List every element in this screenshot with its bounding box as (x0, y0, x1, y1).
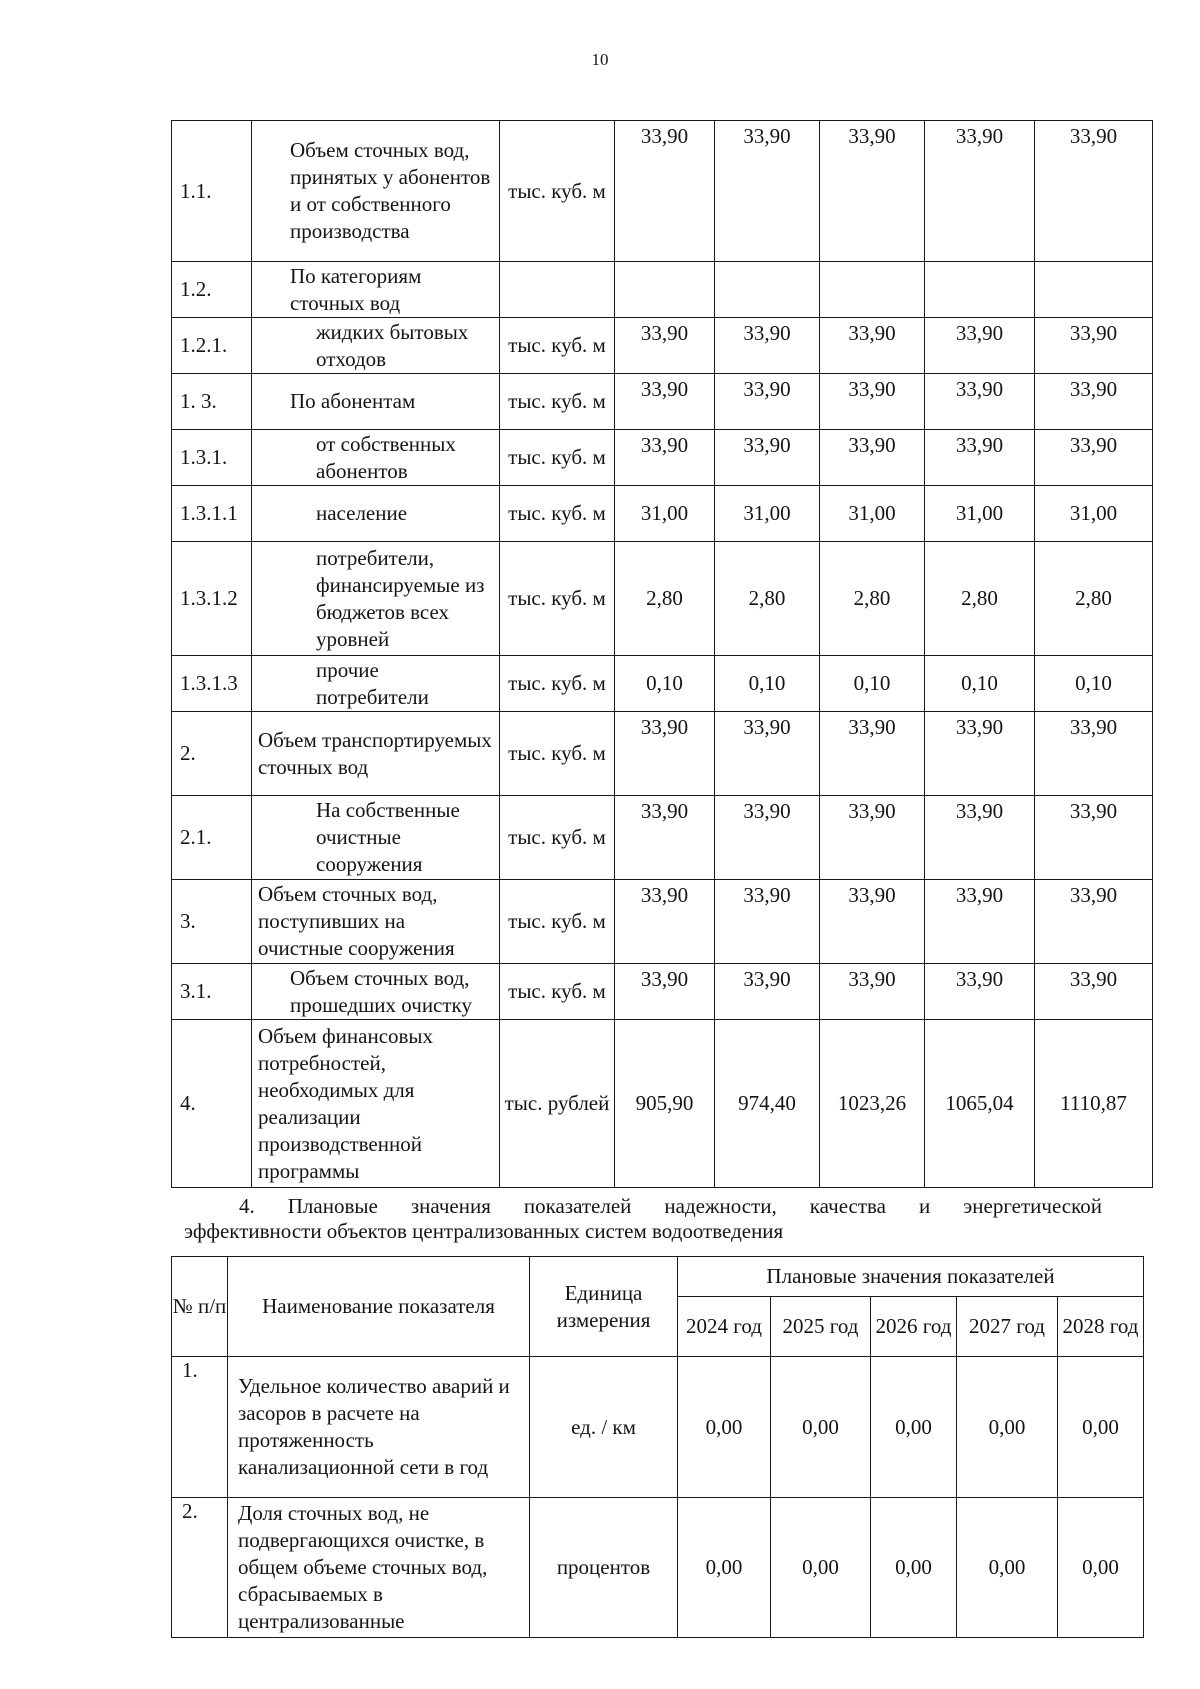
row-number: 1.3.1.2 (172, 542, 252, 656)
header-year: 2024 год (678, 1297, 771, 1357)
value-cell: 905,90 (615, 1020, 715, 1188)
unit-cell: процентов (530, 1498, 678, 1638)
value-cell: 33,90 (820, 121, 925, 262)
unit-cell (500, 262, 615, 318)
value-cell: 33,90 (715, 318, 820, 374)
unit-cell: тыс. куб. м (500, 964, 615, 1020)
value-cell: 33,90 (1035, 964, 1153, 1020)
value-cell: 33,90 (820, 430, 925, 486)
unit-cell: тыс. рублей (500, 1020, 615, 1188)
header-indicator-name: Наименование показателя (228, 1257, 530, 1357)
value-cell: 0,00 (957, 1357, 1058, 1498)
value-cell: 33,90 (1035, 374, 1153, 430)
row-number: 1. (172, 1357, 228, 1498)
value-cell: 0,10 (715, 656, 820, 712)
unit-cell: тыс. куб. м (500, 318, 615, 374)
indicator-name: Объем сточных вод, принятых у абонентов и от собственного производства (252, 121, 500, 262)
indicator-name: Объем транспортируемых сточных вод (252, 712, 500, 796)
table-row (172, 880, 1153, 964)
value-cell: 31,00 (820, 486, 925, 542)
value-cell: 33,90 (925, 374, 1035, 430)
value-cell: 33,90 (715, 796, 820, 880)
value-cell (615, 262, 715, 318)
row-number: 1. 3. (172, 374, 252, 430)
unit-cell: тыс. куб. м (500, 374, 615, 430)
value-cell: 2,80 (925, 542, 1035, 656)
indicator-name: Удельное количество аварий и засоров в расчете на протяженность канализационной сети в год (228, 1357, 530, 1498)
unit-cell: тыс. куб. м (500, 712, 615, 796)
value-cell: 31,00 (615, 486, 715, 542)
reliability-indicators-table (171, 1256, 1144, 1638)
value-cell: 0,10 (1035, 656, 1153, 712)
table-row (172, 1357, 1144, 1498)
indicator-name: Объем сточных вод, поступивших на очистные сооружения (252, 880, 500, 964)
value-cell (820, 262, 925, 318)
value-cell: 33,90 (820, 880, 925, 964)
value-cell: 33,90 (715, 880, 820, 964)
table-row (172, 318, 1153, 374)
value-cell: 0,00 (771, 1498, 871, 1638)
table-row (172, 374, 1153, 430)
indicator-name: Доля сточных вод, не подвергающихся очистке, в общем объеме сточных вод, сбрасываемых в централизованные (228, 1498, 530, 1638)
value-cell: 0,00 (1058, 1498, 1144, 1638)
value-cell: 974,40 (715, 1020, 820, 1188)
value-cell: 33,90 (1035, 712, 1153, 796)
header-year: 2025 год (771, 1297, 871, 1357)
table-row (172, 1498, 1144, 1638)
value-cell: 33,90 (615, 964, 715, 1020)
value-cell: 33,90 (715, 374, 820, 430)
value-cell: 2,80 (1035, 542, 1153, 656)
page-number: 10 (591, 50, 609, 69)
unit-cell: тыс. куб. м (500, 486, 615, 542)
value-cell (715, 262, 820, 318)
value-cell: 31,00 (1035, 486, 1153, 542)
indicator-name: Объем финансовых потребностей, необходимых для реализации производственной программы (252, 1020, 500, 1188)
unit-cell: тыс. куб. м (500, 880, 615, 964)
value-cell: 33,90 (1035, 430, 1153, 486)
value-cell: 0,00 (771, 1357, 871, 1498)
value-cell: 33,90 (615, 374, 715, 430)
value-cell: 33,90 (820, 796, 925, 880)
value-cell: 33,90 (1035, 796, 1153, 880)
unit-cell: тыс. куб. м (500, 121, 615, 262)
value-cell: 33,90 (615, 121, 715, 262)
indicator-name: потребители, финансируемые из бюджетов всех уровней (252, 542, 500, 656)
value-cell: 1065,04 (925, 1020, 1035, 1188)
table-row (172, 796, 1153, 880)
table-row (172, 486, 1153, 542)
header-planned-values: Плановые значения показателей (678, 1257, 1144, 1297)
unit-cell: тыс. куб. м (500, 542, 615, 656)
value-cell: 33,90 (615, 796, 715, 880)
value-cell: 33,90 (1035, 121, 1153, 262)
table-row (172, 712, 1153, 796)
row-number: 3. (172, 880, 252, 964)
value-cell: 33,90 (925, 796, 1035, 880)
section-4-heading-line2: эффективности объектов централизованных систем водоотведения (184, 1219, 784, 1243)
row-number: 2. (172, 1498, 228, 1638)
value-cell: 0,00 (871, 1357, 957, 1498)
value-cell: 0,10 (615, 656, 715, 712)
value-cell (1035, 262, 1153, 318)
table-row (172, 121, 1153, 262)
header-year: 2026 год (871, 1297, 957, 1357)
value-cell: 2,80 (615, 542, 715, 656)
value-cell: 33,90 (615, 712, 715, 796)
indicator-name: На собственные очистные сооружения (252, 796, 500, 880)
indicator-name: жидких бытовых отходов (252, 318, 500, 374)
value-cell: 2,80 (715, 542, 820, 656)
value-cell: 0,00 (1058, 1357, 1144, 1498)
table-row (172, 430, 1153, 486)
value-cell: 33,90 (925, 712, 1035, 796)
row-number: 3.1. (172, 964, 252, 1020)
value-cell: 33,90 (715, 712, 820, 796)
indicator-name: По категориям сточных вод (252, 262, 500, 318)
indicator-name: от собственных абонентов (252, 430, 500, 486)
row-number: 2.1. (172, 796, 252, 880)
indicator-name: Объем сточных вод, прошедших очистку (252, 964, 500, 1020)
value-cell: 33,90 (715, 121, 820, 262)
row-number: 1.3.1.1 (172, 486, 252, 542)
value-cell: 33,90 (925, 880, 1035, 964)
row-number: 2. (172, 712, 252, 796)
header-num: № п/п (172, 1257, 228, 1357)
value-cell: 33,90 (820, 318, 925, 374)
value-cell: 31,00 (925, 486, 1035, 542)
indicator-name: прочие потребители (252, 656, 500, 712)
value-cell: 33,90 (715, 964, 820, 1020)
value-cell: 1023,26 (820, 1020, 925, 1188)
table-row (172, 656, 1153, 712)
value-cell: 33,90 (925, 318, 1035, 374)
value-cell: 33,90 (925, 430, 1035, 486)
value-cell: 1110,87 (1035, 1020, 1153, 1188)
row-number: 1.1. (172, 121, 252, 262)
table-row (172, 1020, 1153, 1188)
row-number: 1.3.1.3 (172, 656, 252, 712)
value-cell: 0,00 (678, 1498, 771, 1638)
unit-cell: ед. / км (530, 1357, 678, 1498)
section-4-heading (184, 1194, 1102, 1244)
value-cell: 0,00 (678, 1357, 771, 1498)
value-cell: 0,10 (820, 656, 925, 712)
value-cell: 2,80 (820, 542, 925, 656)
value-cell: 33,90 (615, 880, 715, 964)
row-number: 1.3.1. (172, 430, 252, 486)
section-4-heading-line1: 4. Плановые значения показателей надежности, качества и энергетической (239, 1194, 1102, 1218)
unit-cell: тыс. куб. м (500, 430, 615, 486)
value-cell: 31,00 (715, 486, 820, 542)
table-row (172, 262, 1153, 318)
row-number: 1.2. (172, 262, 252, 318)
value-cell: 33,90 (615, 318, 715, 374)
value-cell: 33,90 (925, 121, 1035, 262)
value-cell: 33,90 (1035, 318, 1153, 374)
value-cell: 0,00 (871, 1498, 957, 1638)
value-cell: 33,90 (820, 374, 925, 430)
indicator-name: По абонентам (252, 374, 500, 430)
table-row (172, 964, 1153, 1020)
table-row (172, 542, 1153, 656)
header-year: 2028 год (1058, 1297, 1144, 1357)
value-cell: 33,90 (820, 964, 925, 1020)
value-cell (925, 262, 1035, 318)
value-cell: 33,90 (715, 430, 820, 486)
header-unit: Единица измерения (530, 1257, 678, 1357)
value-cell: 33,90 (1035, 880, 1153, 964)
value-cell: 33,90 (925, 964, 1035, 1020)
indicator-name: население (252, 486, 500, 542)
wastewater-volume-table (171, 120, 1153, 1188)
header-year: 2027 год (957, 1297, 1058, 1357)
row-number: 1.2.1. (172, 318, 252, 374)
value-cell: 33,90 (615, 430, 715, 486)
unit-cell: тыс. куб. м (500, 796, 615, 880)
value-cell: 0,00 (957, 1498, 1058, 1638)
value-cell: 0,10 (925, 656, 1035, 712)
value-cell: 33,90 (820, 712, 925, 796)
unit-cell: тыс. куб. м (500, 656, 615, 712)
row-number: 4. (172, 1020, 252, 1188)
